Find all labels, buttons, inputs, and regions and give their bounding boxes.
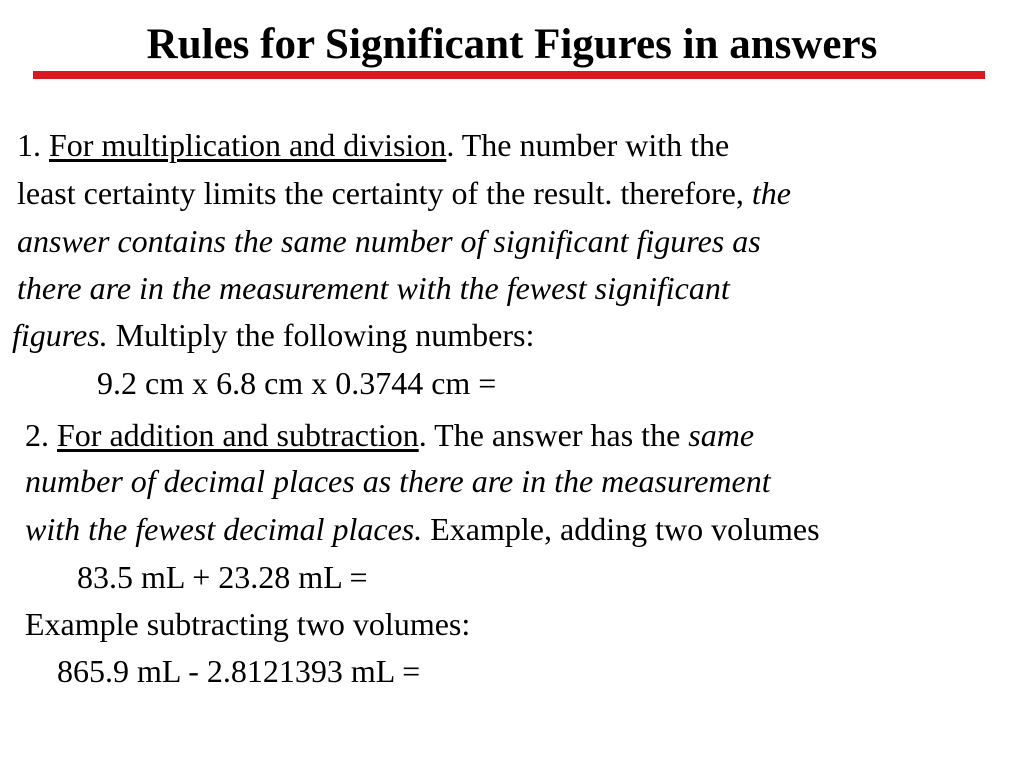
rule1-line5 (12, 315, 534, 355)
rule2-line3-text: Example, adding two volumes (422, 511, 820, 547)
rule1-line2-text: least certainty limits the certainty of the result. therefore, (17, 175, 752, 211)
rule2-line3 (25, 509, 820, 549)
title-underline-bar (33, 71, 985, 79)
rule1-number: 1. (17, 127, 49, 163)
rule1-line3: answer contains the same number of significant figures as (17, 223, 761, 259)
rule1-line2-italic: the (751, 175, 791, 211)
rule2-heading: For addition and subtraction (57, 417, 419, 453)
rule1-line1 (17, 125, 729, 165)
rule2-line1 (25, 415, 754, 455)
rule2-line2: number of decimal places as there are in the measurement (25, 463, 771, 499)
rule1-line5-text: Multiply the following numbers: (107, 317, 535, 353)
rule2-lead: . The answer has the (418, 417, 689, 453)
rule1-example: 9.2 cm x 6.8 cm x 0.3744 cm = (97, 365, 497, 401)
rule1-line4: there are in the measurement with the fewest significant (17, 270, 730, 306)
rule2-line1-italic: same (688, 417, 755, 453)
rule1-heading: For multiplication and division (49, 127, 447, 163)
rule2-subtract-label: Example subtracting two volumes: (25, 606, 471, 642)
rule2-example-add: 83.5 mL + 23.28 mL = (77, 559, 368, 595)
rule2-line3-italic: with the fewest decimal places. (25, 511, 423, 547)
rule2-number: 2. (25, 417, 57, 453)
slide-title: Rules for Significant Figures in answers (146, 21, 878, 68)
rule1-line5-italic: figures. (12, 317, 108, 353)
rule1-lead: . The number with the (446, 127, 730, 163)
rule1-line2 (17, 173, 791, 213)
rule2-example-subtract: 865.9 mL - 2.8121393 mL = (57, 653, 421, 689)
